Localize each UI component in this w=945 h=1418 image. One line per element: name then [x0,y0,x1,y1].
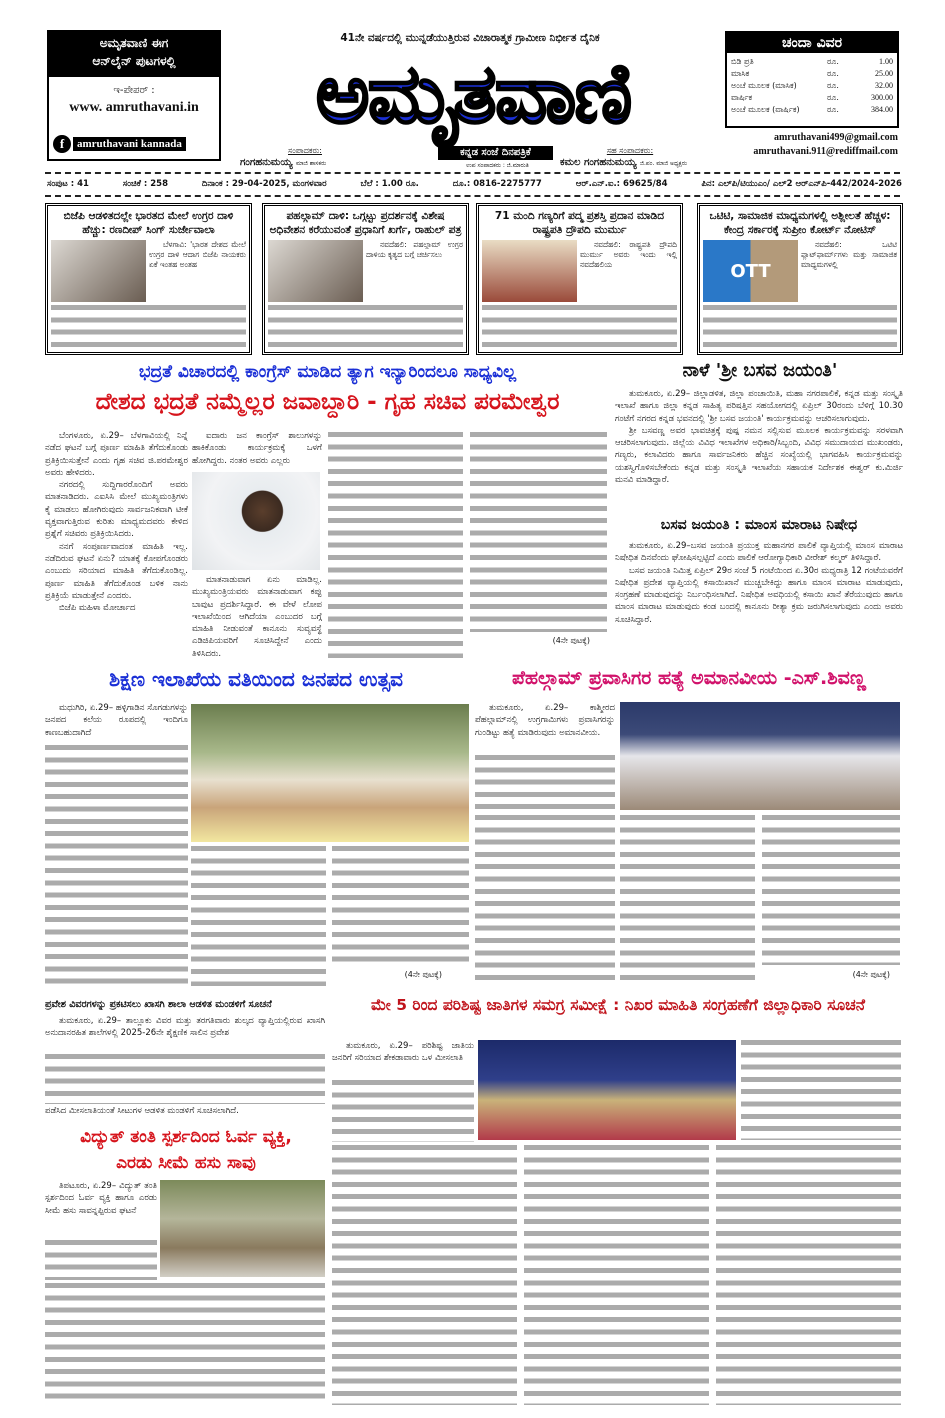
online-edition-box [47,30,221,161]
lead-col-4 [470,432,607,632]
subscription-row: ಅಂಚೆ ಮೂಲಕ (ಮಾಸಿಕ) ರೂ. 32.00 [731,81,893,90]
survey-lead: ತುಮಕೂರು, ಏ.29– ಪರಿಶಿಷ್ಟ ಜಾತಿಯ ಜನರಿಗೆ ಸರಿಯಾದ ಶೇಕಡಾವಾರು ಒಳ ಮೀಸಲಾತಿ [332,1041,474,1064]
lead-headline: ದೇಶದ ಭದ್ರತೆ ನಮ್ಮೆಲ್ಲರ ಜವಾಬ್ದಾರಿ - ಗೃಹ ಸಚಿವ ಪರಮೇಶ್ವರ [95,389,560,415]
brief-headline: ಪಹಲ್ಗಾಮ್ ದಾಳಿ: ಒಗ್ಗಟ್ಟು ಪ್ರದರ್ಶನಕ್ಕೆ ವಿಶೇಷ ಅಧಿವೇಶನ ಕರೆಯುವಂತೆ ಪ್ರಧಾನಿಗೆ ಖರ್ಗೆ, ರಾಹುಲ್ ಪತ್ರ [269,210,462,236]
janapada-col-3 [332,846,469,966]
school-lead: ತುಮಕೂರು, ಏ.29– ತಾಲ್ಲೂಕು ವಿವರ ಮತ್ತು ತರಗತಿವಾರು ಶುಲ್ಕದ ವ್ಯಾಪ್ತಿಯಲ್ಲಿರುವ ಖಾಸಗಿ ಅನುದಾನರಹಿತ ಶಾಲೆಗಳಲ್ಲಿ 2025-26ನೇ ಶೈಕ್ಷಣಿಕ ಸಾಲಿನ ಪ್ರವೇಶ [45,1016,325,1039]
lead-col-2-top: ಐದಾರು ಜನ ಕಾಂಗ್ರೆಸ್ ಶಾಲುಗಳನ್ನು ಹಾಕಿಕೊಂಡು ಕಾರ್ಯಕ್ರಮಕ್ಕೆ ಒಳಗೆ ಹೋಗಿದ್ದರು. ನಂತರ ಅವರು ಎಲ್ಲರು [192,431,322,466]
brief-headline: ಬಿಜೆಪಿ ಆಡಳಿತದಲ್ಲೇ ಭಾರತದ ಮೇಲೆ ಉಗ್ರರ ದಾಳಿ ಹೆಚ್ಚು: ರಣದೀಪ್ ಸಿಂಗ್ ಸುರ್ಜೇವಾಲಾ [63,210,234,236]
continued-label: (4ನೇ ಪುಟಕ್ಕೆ) [404,970,442,979]
survey-col-3 [716,1145,901,1405]
survey-col-0 [332,1080,474,1142]
pahalgam-headline: ಪೆಹಲ್ಗಾಮ್ ಪ್ರವಾಸಿಗರ ಹತ್ಯೆ ಅಮಾನವೀಯ -ಎಸ್.ಶಿವಣ್ಣ [511,667,867,689]
co-editor-label: ಸಹ ಸಂಪಾದಕರು: [606,146,654,155]
editor: ಗಂಗಹನುಮಯ್ಯ ಮಾಜಿ ಶಾಸಕರು [240,157,327,168]
price: ಬೆಲೆ : 1.00 ರೂ. [360,179,419,189]
brief-photo [51,240,146,302]
pahalgam-col-1 [475,815,615,983]
electric-body [45,1283,325,1405]
basava-body: ತುಮಕೂರು, ಏ.29– ಜಿಲ್ಲಾಡಳಿತ, ಜಿಲ್ಲಾ ಪಂಚಾಯಿತಿ, ಮಹಾ ನಗರಪಾಲಿಕೆ, ಕನ್ನಡ ಮತ್ತು ಸಂಸ್ಕೃತಿ ಇಲಾಖೆ ಹಾಗೂ ಜಿಲ್ಲಾ ಕನ್ನಡ ಸಾಹಿತ್ಯ ಪರಿಷತ್ತಿನ ಸಹಯೋಗದಲ್ಲಿ ಏಪ್ರಿಲ್ 30ರಂದು ಬೆಳಿಗ್ಗೆ 10.30 ಗಂಟೆಗೆ ನಗರದ ಕನ್ನಡ ಭವನದಲ್ಲಿ 'ಶ್ರೀ ಬಸವ ಜಯಂತಿ' ಕಾರ್ಯಕ್ರಮವನ್ನು ಆಚರಿಸಲಾಗುವುದು. ಶ್ರೀ ಬಸವಣ್ಣ ಅವರ ಭಾವಚಿತ್ರಕ್ಕೆ ಪುಷ್ಪ ನಮನ ಸಲ್ಲಿಸುವ ಮೂಲಕ ಕಾರ್ಯಕ್ರಮವನ್ನು ಸರಳವಾಗಿ ಆಚರಿಸಲಾಗುವುದು. ಜಿಲ್ಲೆಯ ವಿವಿಧ ಇಲಾಖೆಗಳ ಅಧಿಕಾರಿ/ಸಿಬ್ಬಂದಿ, ವಿವಿಧ ಸಮುದಾಯದ ಮುಖಂಡರು, ಗಣ್ಯರು, ಕಲಾವಿದರು ಹಾಗೂ ಸಾರ್ವಜನಿಕರು ಹೆಚ್ಚಿನ ಸಂಖ್ಯೆಯಲ್ಲಿ ಭಾಗವಹಿಸಿ ಕಾರ್ಯಕ್ರಮವನ್ನು ಯಶಸ್ವಿಗೊಳಿಸಬೇಕೆಂದು ಕನ್ನಡ ಮತ್ತು ಸಂಸ್ಕೃತಿ ಇಲಾಖೆಯ ಸಹಾಯಕ ನಿರ್ದೇಶಕ ಈಶ್ವರ್ ಕು.ಮಿರ್ಜಿ ಮನವಿ ಮಾಡಿದ್ದಾರೆ. [615,389,903,486]
issue: ಸಂಚಿಕೆ : 258 [122,179,168,189]
lead-col-2-bottom: ಮಾತನಾಡುವಾಗ ಏನು ಮಾಡಿಲ್ಲ. ಮುಖ್ಯಮಂತ್ರಿಯವರು ಮಾತನಾಡುವಾಗ ಕಪ್ಪು ಬಾವುಟ ಪ್ರದರ್ಶಿಸಿದ್ದಾರೆ. ಈ ವೇಳೆ ಲೋಪ ಇಲಾಖೆಯಿಂದ ಆಗಿದೆಯಾ ಎಂಬುದರ ಬಗ್ಗೆ ಮಾಹಿತಿ ನೀಡುವಂತೆ ಕಾನೂನು ಸುವ್ಯವಸ್ಥೆ ಎಡಿಜಿಪಿಯವರಿಗೆ ಸೂಚಿಸಿದ್ದೇನೆ ಎಂದು ತಿಳಿಸಿದರು. [192,575,322,659]
lead-kicker: ಭದ್ರತೆ ವಿಚಾರದಲ್ಲಿ ಕಾಂಗ್ರೆಸ್ ಮಾಡಿದ ತ್ಯಾಗ ಇನ್ಯಾರಿಂದಲೂ ಸಾಧ್ಯವಿಲ್ಲ [138,362,517,382]
electric-lead: ತಿಪಟೂರು, ಏ.29– ವಿದ್ಯುತ್ ತಂತಿ ಸ್ಪರ್ಶದಿಂದ ಓರ್ವ ವ್ಯಕ್ತಿ ಹಾಗೂ ಎರಡು ಸೀಮೆ ಹಸು ಸಾವನ್ನಪ್ಪಿರುವ ಘಟನೆ [45,1181,157,1216]
home-minister-photo [192,472,320,570]
email-1[interactable]: amruthavani499@gmail.com [773,132,898,143]
divider [45,195,900,197]
pahalgam-lead: ತುಮಕೂರು, ಏ.29– ಕಾಶ್ಮೀರದ ಪೆಹಲ್ಗಾಮ್‌ನಲ್ಲಿ ಉಗ್ರಗಾಮಿಗಳು ಪ್ರವಾಸಿಗರನ್ನು ಗುಂಡಿಟ್ಟು ಹತ್ಯೆ ಮಾಡಿರುವುದು ಅಮಾನವೀಯ. [475,703,615,738]
accident-photo [160,1180,325,1277]
lead-col-3 [328,432,463,658]
masthead-tagline: 41ನೇ ವರ್ಷದಲ್ಲಿ ಮುನ್ನಡೆಯುತ್ತಿರುವ ವಿಚಾರಾತ್ಮಕ ಗ್ರಾಮೀಣ ನಿರ್ಭೀತ ದೈನಿಕ [340,32,600,44]
continued-label: (4ನೇ ಪುಟಕ್ಕೆ) [852,970,890,979]
school-headline: ಪ್ರವೇಶ ವಿವರಗಳನ್ನು ಪ್ರಕಟಿಸಲು ಖಾಸಗಿ ಶಾಲಾ ಆಡಳಿತ ಮಂಡಳಿಗೆ ಸೂಚನೆ [45,999,272,1010]
janapada-col-1 [45,745,188,985]
news-brief-box: ಬಿಜೆಪಿ ಆಡಳಿತದಲ್ಲೇ ಭಾರತದ ಮೇಲೆ ಉಗ್ರರ ದಾಳಿ ಹೆಚ್ಚು: ರಣದೀಪ್ ಸಿಂಗ್ ಸುರ್ಜೇವಾಲಾ ಬೆಳಗಾವಿ: 'ಭಾರತ ದೇಶದ ಮೇಲೆ ಉಗ್ರರ ದಾಳಿ ಆದಾಗ ಬಿಜೆಪಿ ನಾಯಕರು ಏಕೆ ಇಂತಹ ಅಂತಹ [45,203,252,355]
sub-editor: ಉಪ ಸಂಪಾದಕರು : ಜಿ.ಮಾರುತಿ [466,162,529,169]
janapada-col-2 [191,846,326,986]
facebook-handle[interactable]: amruthavani kannada [73,137,186,151]
subscription-row: ಬಿಡಿ ಪ್ರತಿ ರೂ. 1.00 [731,57,893,66]
survey-col-r [741,1040,901,1140]
janapada-headline: ಶಿಕ್ಷಣ ಇಲಾಖೆಯ ವತಿಯಿಂದ ಜನಪದ ಉತ್ಸವ [109,667,403,691]
registration: ಪಿನ: ಎಲ್‌ಪಿ/ಟಿಯುಎಂ/ ಎಲ್‌2 ಆರ್‌ಎನ್‌ಪಿ-442/2024-2026 [701,179,902,189]
news-brief-box: ಪಹಲ್ಗಾಮ್ ದಾಳಿ: ಒಗ್ಗಟ್ಟು ಪ್ರದರ್ಶನಕ್ಕೆ ವಿಶೇಷ ಅಧಿವೇಶನ ಕರೆಯುವಂತೆ ಪ್ರಧಾನಿಗೆ ಖರ್ಗೆ, ರಾಹುಲ್ ಪತ್ರ ನವದೆಹಲಿ: ಪಹಲ್ಗಾಮ್ ಉಗ್ರರ ದಾಳಿಯ ಕೃತ್ಯದ ಬಗ್ಗೆ ಚರ್ಚಿಸಲು [262,203,469,355]
brief-photo: OTT [703,240,798,302]
subscription-row: ಮಾಸಿಕ ರೂ. 25.00 [731,69,893,78]
subscription-title: ಚಂದಾ ವಿವರ [727,33,897,53]
meat-ban-body: ತುಮಕೂರು, ಏ.29–ಬಸವ ಜಯಂತಿ ಪ್ರಯುಕ್ತ ಮಹಾನಗರ ಪಾಲಿಕೆ ವ್ಯಾಪ್ತಿಯಲ್ಲಿ ಮಾಂಸ ಮಾರಾಟ ನಿಷೇಧಿತ ದಿನವೆಂದು ಘೋಷಿಸಲ್ಪಟ್ಟಿದೆ ಎಂದು ಪಾಲಿಕೆ ಆರೋಗ್ಯಾಧಿಕಾರಿ ವೀರೇಶ್ ಕಲ್ಮಠ್ ತಿಳಿಸಿದ್ದಾರೆ. ಬಸವ ಜಯಂತಿ ನಿಮಿತ್ತ ಏಪ್ರಿಲ್ 29ರ ಸಂಜೆ 5 ಗಂಟೆಯಿಂದ ಏ.30ರ ಮಧ್ಯರಾತ್ರಿ 12 ಗಂಟೆಯವರೆಗೆ ನಿಷೇಧಿತ ಪ್ರದೇಶ ವ್ಯಾಪ್ತಿಯಲ್ಲಿ ಕಸಾಯಿಖಾನೆ ಮುಚ್ಚಬೇಕಿದ್ದು ಹಾಗೂ ಮಾಂಸ ಮಾರಾಟ ಮಾಡುವುದು, ಸಂಗ್ರಹಣೆ ಮಾಡುವುದನ್ನು ನಿರ್ಬಂಧಿಸಲಾಗಿದೆ. ನಿಷೇಧಿತ ಅವಧಿಯಲ್ಲಿ ಕಸಾಯಿ ಖಾನೆ ತೆರೆಯುವುದು ಹಾಗೂ ಮಾಂಸ ಮಾರಾಟ ಮಾಡುವುದು ಕಂಡ ಬಂದಲ್ಲಿ ಕಾನೂನು ರೀತ್ಯಾ ಕ್ರಮ ಜರುಗಿಸಲಾಗುವುದು ಎಂದು ಅವರು ಸೂಚಿಸಿದ್ದಾರೆ. [615,541,903,625]
press-meet-photo [620,702,900,810]
lead-col-1: ಬೆಂಗಳೂರು, ಏ.29– ಬೆಳಗಾವಿಯಲ್ಲಿ ನಿನ್ನೆ ನಡೆದ ಘಟನೆ ಬಗ್ಗೆ ಪೂರ್ಣ ಮಾಹಿತಿ ತೆಗೆದುಕೊಂಡು ಪ್ರತಿಕ್ರಿಯಿಸುತ್ತೇನೆ ಎಂದು ಗೃಹ ಸಚಿವ ಜಿ.ಪರಮೇಶ್ವರ ಅವರು ಹೇಳಿದರು. ನಗರದಲ್ಲಿ ಸುದ್ದಿಗಾರರೊಂದಿಗೆ ಅವರು ಮಾತನಾಡಿದರು. ಎಐಸಿಸಿ ಮೇಲೆ ಮುಖ್ಯಮಂತ್ರಿಗಳು ಕೈ ಮಾಡಲು ಹೋಗಿರುವುದು ಸಾರ್ವಜನಿಕವಾಗಿ ಟೀಕೆ ವ್ಯಕ್ತವಾಗುತ್ತಿರುವ ಕುರಿತು ಮಾಧ್ಯಮದವರು ಕೇಳಿದ ಪ್ರಶ್ನೆಗೆ ಸಚಿವರು ಪ್ರತಿಕ್ರಿಯಿಸಿದರು. ನನಗೆ ಸಂಪೂರ್ಣವಾದಂತ ಮಾಹಿತಿ ಇಲ್ಲ. ನಡೆದಿರುವ ಘಟನೆ ಏನು? ಯಾತಕ್ಕೆ ಕೋಪಗೊಂಡರು ಎಂಬುದು ಸರಿಯಾದ ಮಾಹಿತಿ ತೆಗೆದುಕೊಂಡಿಲ್ಲ. ಪೂರ್ಣ ಮಾಹಿತಿ ತೆಗೆದುಕೊಂಡ ಬಳಿಕ ನಾನು ಪ್ರತಿಕ್ರಿಯೆ ಮಾಡುತ್ತೇನೆ ಎಂದರು. ಬಿಜೆಪಿ ಮಹಿಳಾ ಮೋರ್ಚಾದ [45,431,188,614]
survey-headline: ಮೇ 5 ರಿಂದ ಪರಿಶಿಷ್ಟ ಜಾತಿಗಳ ಸಮಗ್ರ ಸಮೀಕ್ಷೆ : ನಿಖರ ಮಾಹಿತಿ ಸಂಗ್ರಹಣೆಗೆ ಜಿಲ್ಲಾಧಿಕಾರಿ ಸೂಚನೆ [370,996,866,1014]
news-brief-box: 71 ಮಂದಿ ಗಣ್ಯರಿಗೆ ಪದ್ಮ ಪ್ರಶಸ್ತಿ ಪ್ರದಾನ ಮಾಡಿದ ರಾಷ್ಟ್ರಪತಿ ದ್ರೌಪದಿ ಮುರ್ಮು ನವದೆಹಲಿ: ರಾಷ್ಟ್ರಪತಿ ದ್ರೌಪದಿ ಮುರ್ಮು ಅವರು ಇಂದು ಇಲ್ಲಿ ನವದೆಹಲಿಯ [476,203,683,355]
continued-label: (4ನೇ ಪುಟಕ್ಕೆ) [552,636,590,645]
volume: ಸಂಪುಟ : 41 [47,179,89,189]
school-last-line: ಪಡೆಸಿದ ಮೀಸಲಾತಿಯಂತೆ ಸೀಟುಗಳ ಆಡಳಿತ ಮಂಡಳಿಗೆ ಸೂಚಿಸಲಾಗಿದೆ. [45,1106,239,1116]
brief-photo [268,240,363,302]
subscription-box [725,31,899,128]
co-editor: ಕಮಲ ಗಂಗಹನುಮಯ್ಯ ಜಿ.ಪಂ. ಮಾಜಿ ಅಧ್ಯಕ್ಷರು [560,157,687,168]
janapada-lead: ಮಧುಗಿರಿ, ಏ.29– ಹಳ್ಳಿಗಾಡಿನ ಸೊಗಡುಗಳನ್ನು ಜನಪದ ಕಲೆಯ ರೂಪದಲ್ಲಿ ಇಂದಿಗೂ ಕಾಣಬಹುದಾಗಿದೆ [45,703,188,738]
brief-headline: 71 ಮಂದಿ ಗಣ್ಯರಿಗೆ ಪದ್ಮ ಪ್ರಶಸ್ತಿ ಪ್ರದಾನ ಮಾಡಿದ ರಾಷ್ಟ್ರಪತಿ ದ್ರೌಪದಿ ಮುರ್ಮು [494,210,665,236]
newspaper-title: ಅಮೃತವಾಣಿ [315,47,631,142]
website-link[interactable]: www. amruthavani.in [69,100,199,115]
email-2[interactable]: amruthavani.911@rediffmail.com [753,146,898,157]
masthead-subtitle: ಕನ್ನಡ ಸಂಜೆ ದಿನಪತ್ರಿಕೆ [438,146,553,160]
survey-col-1 [332,1145,517,1405]
rni: ಆರ್.ಎನ್.ಐ.: 69625/84 [575,179,668,189]
electric-col [45,1240,157,1280]
pahalgam-col-2 [620,815,755,983]
date: ದಿನಾಂಕ : 29-04-2025, ಮಂಗಳವಾರ [201,179,327,189]
online-title: ಅಮೃತವಾಣಿ ಈಗ [99,36,169,50]
brief-headline: ಒಟಿಟಿ, ಸಾಮಾಜಿಕ ಮಾಧ್ಯಮಗಳಲ್ಲಿ ಅಶ್ಲೀಲತೆ ಹೆಚ್ಚಳ: ಕೇಂದ್ರ ಸರ್ಕಾರಕ್ಕೆ ಸುಪ್ರೀಂ ಕೋರ್ಟ್ ನೋಟಿಸ್ [709,210,891,236]
school-body [45,1054,325,1104]
meat-ban-headline: ಬಸವ ಜಯಂತಿ : ಮಾಂಸ ಮಾರಾಟ ನಿಷೇಧ [660,517,858,533]
subscription-row: ವಾರ್ಷಿಕ ರೂ. 300.00 [731,93,893,102]
divider [45,172,900,174]
online-subtitle: ಆನ್‌ಲೈನ್ ಪುಟಗಳಲ್ಲಿ [92,54,176,68]
facebook-icon: f [53,135,71,153]
pahalgam-col-3 [762,815,900,965]
pahalgam-col-0 [475,755,615,810]
electric-headline: ವಿದ್ಯುತ್ ತಂತಿ ಸ್ಪರ್ಶದಿಂದ ಓರ್ವ ವ್ಯಕ್ತಿ, ಎರಡು ಸೀಮೆ ಹಸು ಸಾವು [80,1127,292,1173]
epaper-label: ಇ-ಪೇಪರ್ : [113,85,155,96]
meeting-photo [478,1040,736,1140]
basava-headline: ನಾಳೆ 'ಶ್ರೀ ಬಸವ ಜಯಂತಿ' [682,360,838,381]
brief-photo [482,240,577,302]
subscription-row: ಅಂಚೆ ಮೂಲಕ (ವಾರ್ಷಿಕ) ರೂ. 384.00 [731,105,893,114]
editor-label: ಸಂಪಾದಕರು: [288,146,322,155]
survey-col-2 [524,1145,709,1405]
phone: ದೂ.: 0816-2275777 [452,179,542,189]
folk-festival-photo [191,704,469,842]
info-bar [47,179,902,189]
news-brief-box: ಒಟಿಟಿ, ಸಾಮಾಜಿಕ ಮಾಧ್ಯಮಗಳಲ್ಲಿ ಅಶ್ಲೀಲತೆ ಹೆಚ್ಚಳ: ಕೇಂದ್ರ ಸರ್ಕಾರಕ್ಕೆ ಸುಪ್ರೀಂ ಕೋರ್ಟ್ ನೋಟಿಸ್ OTT ನವದೆಹಲಿ: ಒಟಿಟಿ ಪ್ಲಾಟ್‌ಫಾರ್ಮ್‌ಗಳು ಮತ್ತು ಸಾಮಾಜಿಕ ಮಾಧ್ಯಮಗಳಲ್ಲಿ [697,203,903,355]
